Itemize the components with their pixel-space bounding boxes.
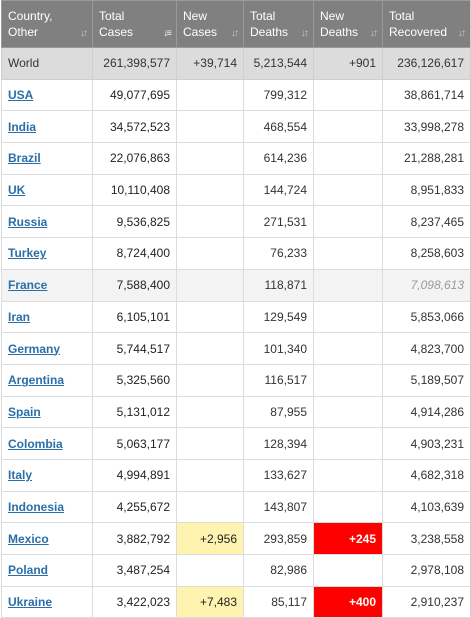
total-cases-cell: 4,994,891 (93, 459, 177, 491)
new-deaths-cell (314, 301, 383, 333)
new-cases-cell (177, 491, 244, 523)
new-deaths-cell (314, 174, 383, 206)
country-link[interactable]: Turkey (8, 246, 47, 261)
total-recovered-cell: 4,682,318 (383, 459, 471, 491)
new-cases-cell: +2,956 (177, 523, 244, 555)
total-recovered-cell: 21,288,281 (383, 143, 471, 175)
country-link[interactable]: USA (8, 88, 34, 103)
total-cases-cell: 34,572,523 (93, 111, 177, 143)
new-deaths-cell (314, 206, 383, 238)
new-deaths-cell (314, 491, 383, 523)
header-country[interactable] (2, 1, 93, 48)
table-header (2, 1, 471, 48)
new-cases-cell (177, 206, 244, 238)
country-cell (2, 269, 93, 301)
header-new-cases[interactable] (177, 1, 244, 48)
country-cell (2, 301, 93, 333)
new-cases-cell: +7,483 (177, 586, 244, 618)
new-deaths-cell (314, 555, 383, 587)
header-total-deaths[interactable] (244, 1, 314, 48)
world-total-cases: 261,398,577 (93, 48, 177, 80)
new-cases-cell (177, 238, 244, 270)
total-recovered-cell: 33,998,278 (383, 111, 471, 143)
header-label: Cases (183, 25, 218, 39)
new-cases-cell (177, 428, 244, 460)
country-link[interactable]: Russia (8, 214, 48, 229)
table-row (2, 206, 471, 238)
country-link[interactable]: Iran (8, 309, 31, 324)
total-deaths-cell: 76,233 (244, 238, 314, 270)
new-cases-cell (177, 301, 244, 333)
total-cases-cell: 10,110,408 (93, 174, 177, 206)
new-deaths-cell (314, 428, 383, 460)
new-cases-cell (177, 143, 244, 175)
total-deaths-cell: 116,517 (244, 364, 314, 396)
country-link[interactable]: India (8, 119, 37, 134)
new-cases-cell (177, 364, 244, 396)
total-recovered-cell: 8,951,833 (383, 174, 471, 206)
total-cases-cell: 3,422,023 (93, 586, 177, 618)
total-recovered-cell: 3,238,558 (383, 523, 471, 555)
world-total-recovered: 236,126,617 (383, 48, 471, 80)
total-cases-cell: 8,724,400 (93, 238, 177, 270)
total-recovered-cell: 5,189,507 (383, 364, 471, 396)
total-recovered-cell: 38,861,714 (383, 79, 471, 111)
table-row (2, 333, 471, 365)
total-cases-cell: 5,325,560 (93, 364, 177, 396)
country-cell (2, 143, 93, 175)
new-cases-cell (177, 174, 244, 206)
header-label: Country, (8, 9, 53, 23)
total-cases-cell: 5,063,177 (93, 428, 177, 460)
new-cases-cell (177, 555, 244, 587)
table-row (2, 428, 471, 460)
country-cell (2, 428, 93, 460)
total-cases-cell: 6,105,101 (93, 301, 177, 333)
total-deaths-cell: 293,859 (244, 523, 314, 555)
header-label: Deaths (250, 25, 289, 39)
country-link[interactable]: Spain (8, 404, 41, 419)
table-row (2, 238, 471, 270)
total-deaths-cell: 87,955 (244, 396, 314, 428)
total-cases-cell: 4,255,672 (93, 491, 177, 523)
table-row (2, 396, 471, 428)
country-cell (2, 586, 93, 618)
sort-arrows-icon[interactable]: ↓↑ (458, 28, 464, 39)
new-deaths-cell: +400 (314, 586, 383, 618)
total-recovered-cell: 7,098,613 (383, 269, 471, 301)
country-link[interactable]: Brazil (8, 151, 41, 166)
total-deaths-cell: 468,554 (244, 111, 314, 143)
country-link[interactable]: Colombia (8, 436, 63, 451)
country-cell (2, 555, 93, 587)
country-cell (2, 364, 93, 396)
new-cases-cell (177, 459, 244, 491)
total-deaths-cell: 129,549 (244, 301, 314, 333)
table-row (2, 523, 471, 555)
header-new-deaths[interactable] (314, 1, 383, 48)
header-label: New (183, 9, 208, 23)
country-link[interactable]: Poland (8, 563, 49, 578)
sort-arrows-icon[interactable]: ↓↑ (370, 28, 376, 39)
table-body (2, 48, 471, 618)
total-deaths-cell: 101,340 (244, 333, 314, 365)
total-recovered-cell: 5,853,066 (383, 301, 471, 333)
country-cell (2, 206, 93, 238)
new-deaths-cell: +245 (314, 523, 383, 555)
total-recovered-cell: 4,903,231 (383, 428, 471, 460)
new-cases-cell (177, 269, 244, 301)
country-link[interactable]: Ukraine (8, 595, 53, 610)
total-deaths-cell: 118,871 (244, 269, 314, 301)
world-total-deaths: 5,213,544 (244, 48, 314, 80)
country-cell (2, 333, 93, 365)
table-row (2, 459, 471, 491)
covid-stats-table (1, 0, 471, 618)
world-row (2, 48, 471, 80)
total-deaths-cell: 799,312 (244, 79, 314, 111)
header-label: Other (8, 25, 39, 39)
country-cell (2, 523, 93, 555)
world-new-cases: +39,714 (177, 48, 244, 80)
header-total-cases[interactable] (93, 1, 177, 48)
new-deaths-cell (314, 238, 383, 270)
total-cases-cell: 9,536,825 (93, 206, 177, 238)
country-cell (2, 491, 93, 523)
sort-desc-icon[interactable]: ↓≡ (163, 28, 170, 39)
header-label: Deaths (320, 25, 359, 39)
new-cases-cell (177, 396, 244, 428)
country-link[interactable]: Argentina (8, 373, 65, 388)
total-deaths-cell: 143,807 (244, 491, 314, 523)
table-row (2, 491, 471, 523)
total-recovered-cell: 8,258,603 (383, 238, 471, 270)
new-cases-cell (177, 333, 244, 365)
total-cases-cell: 7,588,400 (93, 269, 177, 301)
country-cell (2, 174, 93, 206)
total-recovered-cell: 4,914,286 (383, 396, 471, 428)
header-label: Cases (99, 25, 134, 39)
total-deaths-cell: 144,724 (244, 174, 314, 206)
total-deaths-cell: 133,627 (244, 459, 314, 491)
new-deaths-cell (314, 79, 383, 111)
sort-arrows-icon[interactable]: ↓↑ (301, 28, 307, 39)
country-cell (2, 238, 93, 270)
table-row (2, 174, 471, 206)
total-cases-cell: 22,076,863 (93, 143, 177, 175)
header-label: Total (389, 9, 415, 23)
total-cases-cell: 49,077,695 (93, 79, 177, 111)
total-cases-cell: 5,744,517 (93, 333, 177, 365)
country-link[interactable]: France (8, 278, 48, 293)
total-recovered-cell: 8,237,465 (383, 206, 471, 238)
header-label: Total (250, 9, 276, 23)
table-row (2, 364, 471, 396)
world-new-deaths: +901 (314, 48, 383, 80)
country-cell (2, 111, 93, 143)
country-cell (2, 396, 93, 428)
header-label: Total (99, 9, 125, 23)
total-deaths-cell: 614,236 (244, 143, 314, 175)
table-row (2, 111, 471, 143)
country-link[interactable]: Mexico (8, 531, 49, 546)
new-deaths-cell (314, 111, 383, 143)
total-recovered-cell: 4,823,700 (383, 333, 471, 365)
total-deaths-cell: 271,531 (244, 206, 314, 238)
table-row (2, 555, 471, 587)
new-deaths-cell (314, 269, 383, 301)
header-row (2, 1, 471, 48)
country-link[interactable]: Italy (8, 468, 33, 483)
table-row (2, 301, 471, 333)
country-link[interactable]: Germany (8, 341, 61, 356)
total-cases-cell: 3,487,254 (93, 555, 177, 587)
new-cases-cell (177, 111, 244, 143)
sort-arrows-icon[interactable]: ↓↑ (231, 28, 237, 39)
table-row (2, 79, 471, 111)
sort-arrows-icon[interactable]: ↓↑ (80, 28, 86, 39)
header-total-recovered[interactable] (383, 1, 471, 48)
new-deaths-cell (314, 459, 383, 491)
country-link[interactable]: UK (8, 183, 26, 198)
new-deaths-cell (314, 143, 383, 175)
country-link[interactable]: Indonesia (8, 499, 65, 514)
new-deaths-cell (314, 396, 383, 428)
total-deaths-cell: 82,986 (244, 555, 314, 587)
total-recovered-cell: 4,103,639 (383, 491, 471, 523)
header-label: New (320, 9, 345, 23)
table-row (2, 143, 471, 175)
country-cell (2, 459, 93, 491)
total-deaths-cell: 128,394 (244, 428, 314, 460)
total-cases-cell: 5,131,012 (93, 396, 177, 428)
new-cases-cell (177, 79, 244, 111)
total-deaths-cell: 85,117 (244, 586, 314, 618)
table-row (2, 586, 471, 618)
table-row (2, 269, 471, 301)
total-recovered-cell: 2,910,237 (383, 586, 471, 618)
new-deaths-cell (314, 364, 383, 396)
new-deaths-cell (314, 333, 383, 365)
world-label: World (2, 48, 93, 80)
header-label: Recovered (389, 25, 448, 39)
country-cell (2, 79, 93, 111)
total-recovered-cell: 2,978,108 (383, 555, 471, 587)
total-cases-cell: 3,882,792 (93, 523, 177, 555)
